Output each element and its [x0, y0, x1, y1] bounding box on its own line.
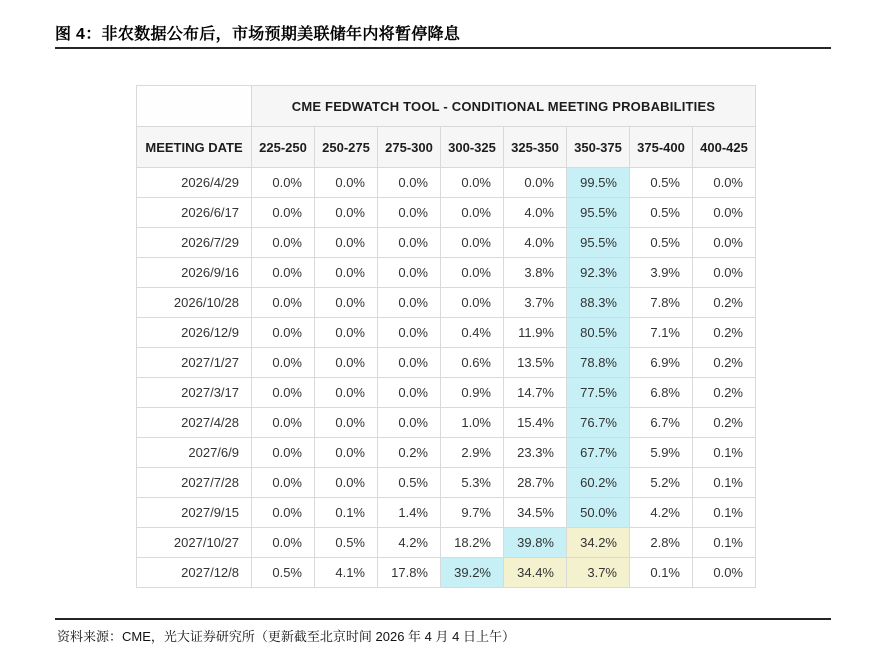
- probability-cell: 0.0%: [252, 498, 315, 528]
- table-row: [137, 498, 756, 528]
- probability-cell: 0.1%: [693, 468, 756, 498]
- probability-cell: 76.7%: [567, 408, 630, 438]
- probability-cell: 0.5%: [630, 168, 693, 198]
- meeting-date-cell: 2026/10/28: [137, 288, 252, 318]
- probability-cell: 0.0%: [378, 378, 441, 408]
- fedwatch-table-container: [136, 85, 756, 588]
- probability-cell: 0.1%: [630, 558, 693, 588]
- probability-cell: 0.0%: [378, 288, 441, 318]
- probability-cell: 88.3%: [567, 288, 630, 318]
- table-row: [137, 348, 756, 378]
- figure-title: 图 4：非农数据公布后，市场预期美联储年内将暂停降息: [55, 26, 461, 43]
- probability-cell: 0.0%: [378, 258, 441, 288]
- table-body: [137, 168, 756, 588]
- probability-cell: 0.0%: [693, 558, 756, 588]
- table-title-row: [137, 86, 756, 127]
- probability-cell: 0.0%: [441, 198, 504, 228]
- probability-cell: 0.5%: [630, 198, 693, 228]
- table-row: [137, 558, 756, 588]
- table-row: [137, 438, 756, 468]
- probability-cell: 7.1%: [630, 318, 693, 348]
- meeting-date-cell: 2027/7/28: [137, 468, 252, 498]
- meeting-date-cell: 2027/3/17: [137, 378, 252, 408]
- probability-cell: 9.7%: [441, 498, 504, 528]
- probability-cell: 0.2%: [693, 318, 756, 348]
- probability-cell: 7.8%: [630, 288, 693, 318]
- probability-cell: 0.5%: [315, 528, 378, 558]
- probability-cell: 3.9%: [630, 258, 693, 288]
- table-title: CME FEDWATCH TOOL - CONDITIONAL MEETING PROBABILITIES: [252, 86, 756, 127]
- table-row: [137, 168, 756, 198]
- probability-cell: 0.2%: [378, 438, 441, 468]
- meeting-date-cell: 2027/9/15: [137, 498, 252, 528]
- probability-cell: 0.0%: [315, 228, 378, 258]
- probability-cell: 0.0%: [693, 228, 756, 258]
- probability-cell: 0.5%: [252, 558, 315, 588]
- probability-cell: 0.5%: [378, 468, 441, 498]
- probability-cell: 0.0%: [315, 288, 378, 318]
- probability-cell: 2.8%: [630, 528, 693, 558]
- probability-cell: 0.0%: [315, 348, 378, 378]
- probability-cell: 3.7%: [504, 288, 567, 318]
- probability-cell: 11.9%: [504, 318, 567, 348]
- probability-cell: 6.7%: [630, 408, 693, 438]
- probability-cell: 0.5%: [630, 228, 693, 258]
- probability-cell: 67.7%: [567, 438, 630, 468]
- probability-cell: 0.0%: [315, 468, 378, 498]
- probability-cell: 5.9%: [630, 438, 693, 468]
- meeting-date-cell: 2027/6/9: [137, 438, 252, 468]
- probability-cell: 2.9%: [441, 438, 504, 468]
- table-header: [137, 86, 756, 168]
- probability-cell: 0.0%: [315, 198, 378, 228]
- probability-cell: 0.0%: [378, 318, 441, 348]
- table-row: [137, 288, 756, 318]
- probability-cell: 60.2%: [567, 468, 630, 498]
- meeting-date-cell: 2026/6/17: [137, 198, 252, 228]
- probability-cell: 0.0%: [252, 198, 315, 228]
- probability-cell: 4.2%: [630, 498, 693, 528]
- fedwatch-table: [136, 85, 756, 588]
- probability-cell: 3.8%: [504, 258, 567, 288]
- probability-cell: 0.0%: [315, 168, 378, 198]
- probability-cell: 0.0%: [252, 468, 315, 498]
- probability-cell: 0.0%: [378, 168, 441, 198]
- probability-cell: 0.0%: [315, 258, 378, 288]
- meeting-date-cell: 2027/4/28: [137, 408, 252, 438]
- probability-cell: 5.2%: [630, 468, 693, 498]
- probability-cell: 0.1%: [693, 498, 756, 528]
- probability-cell: 0.0%: [441, 258, 504, 288]
- probability-cell: 0.0%: [693, 258, 756, 288]
- table-row: [137, 528, 756, 558]
- meeting-date-cell: 2026/4/29: [137, 168, 252, 198]
- probability-cell: 0.0%: [693, 198, 756, 228]
- probability-cell: 0.2%: [693, 408, 756, 438]
- probability-cell: 1.0%: [441, 408, 504, 438]
- probability-cell: 0.0%: [441, 228, 504, 258]
- table-row: [137, 318, 756, 348]
- probability-cell: 1.4%: [378, 498, 441, 528]
- rate-range-header: 300-325: [441, 127, 504, 168]
- probability-cell: 50.0%: [567, 498, 630, 528]
- probability-cell: 0.0%: [252, 408, 315, 438]
- probability-cell: 0.0%: [252, 258, 315, 288]
- probability-cell: 3.7%: [567, 558, 630, 588]
- meeting-date-cell: 2027/1/27: [137, 348, 252, 378]
- probability-cell: 0.0%: [252, 378, 315, 408]
- probability-cell: 0.1%: [315, 498, 378, 528]
- probability-cell: 4.2%: [378, 528, 441, 558]
- rate-range-header: 325-350: [504, 127, 567, 168]
- probability-cell: 0.0%: [315, 378, 378, 408]
- probability-cell: 0.0%: [315, 438, 378, 468]
- title-divider: [55, 47, 831, 49]
- meeting-date-cell: 2026/7/29: [137, 228, 252, 258]
- probability-cell: 0.0%: [252, 318, 315, 348]
- probability-cell: 23.3%: [504, 438, 567, 468]
- meeting-date-cell: 2026/12/9: [137, 318, 252, 348]
- probability-cell: 0.6%: [441, 348, 504, 378]
- probability-cell: 0.2%: [693, 348, 756, 378]
- probability-cell: 95.5%: [567, 228, 630, 258]
- probability-cell: 0.0%: [693, 168, 756, 198]
- probability-cell: 0.0%: [378, 228, 441, 258]
- probability-cell: 0.0%: [504, 168, 567, 198]
- probability-cell: 0.0%: [378, 408, 441, 438]
- probability-cell: 14.7%: [504, 378, 567, 408]
- probability-cell: 34.2%: [567, 528, 630, 558]
- probability-cell: 18.2%: [441, 528, 504, 558]
- probability-cell: 0.0%: [252, 288, 315, 318]
- meeting-date-cell: 2027/12/8: [137, 558, 252, 588]
- probability-cell: 0.0%: [252, 348, 315, 378]
- table-row: [137, 408, 756, 438]
- probability-cell: 95.5%: [567, 198, 630, 228]
- probability-cell: 0.9%: [441, 378, 504, 408]
- probability-cell: 6.8%: [630, 378, 693, 408]
- probability-cell: 28.7%: [504, 468, 567, 498]
- meeting-date-header: MEETING DATE: [137, 127, 252, 168]
- probability-cell: 99.5%: [567, 168, 630, 198]
- probability-cell: 0.2%: [693, 288, 756, 318]
- rate-range-header: 275-300: [378, 127, 441, 168]
- probability-cell: 4.1%: [315, 558, 378, 588]
- probability-cell: 6.9%: [630, 348, 693, 378]
- meeting-date-cell: 2027/10/27: [137, 528, 252, 558]
- probability-cell: 34.4%: [504, 558, 567, 588]
- probability-cell: 0.0%: [252, 168, 315, 198]
- probability-cell: 0.0%: [252, 228, 315, 258]
- table-row: [137, 258, 756, 288]
- probability-cell: 0.2%: [693, 378, 756, 408]
- probability-cell: 0.0%: [252, 438, 315, 468]
- probability-cell: 0.1%: [693, 438, 756, 468]
- probability-cell: 34.5%: [504, 498, 567, 528]
- probability-cell: 0.0%: [378, 198, 441, 228]
- probability-cell: 4.0%: [504, 228, 567, 258]
- table-row: [137, 198, 756, 228]
- probability-cell: 39.8%: [504, 528, 567, 558]
- probability-cell: 0.1%: [693, 528, 756, 558]
- probability-cell: 0.0%: [252, 528, 315, 558]
- probability-cell: 13.5%: [504, 348, 567, 378]
- rate-range-header: 225-250: [252, 127, 315, 168]
- probability-cell: 5.3%: [441, 468, 504, 498]
- footer-divider: [55, 618, 831, 620]
- rate-range-header: 400-425: [693, 127, 756, 168]
- probability-cell: 78.8%: [567, 348, 630, 378]
- probability-cell: 0.0%: [441, 168, 504, 198]
- probability-cell: 17.8%: [378, 558, 441, 588]
- table-row: [137, 468, 756, 498]
- probability-cell: 15.4%: [504, 408, 567, 438]
- probability-cell: 92.3%: [567, 258, 630, 288]
- probability-cell: 80.5%: [567, 318, 630, 348]
- rate-range-header: 250-275: [315, 127, 378, 168]
- table-row: [137, 228, 756, 258]
- probability-cell: 0.0%: [315, 408, 378, 438]
- corner-cell: [137, 86, 252, 127]
- table-row: [137, 378, 756, 408]
- probability-cell: 77.5%: [567, 378, 630, 408]
- rate-range-header: 350-375: [567, 127, 630, 168]
- probability-cell: 0.0%: [441, 288, 504, 318]
- source-note: 资料来源：CME，光大证券研究所（更新截至北京时间 2026 年 4 月 4 日上午）: [57, 629, 515, 644]
- probability-cell: 39.2%: [441, 558, 504, 588]
- meeting-date-cell: 2026/9/16: [137, 258, 252, 288]
- column-header-row: [137, 127, 756, 168]
- probability-cell: 0.0%: [378, 348, 441, 378]
- probability-cell: 0.4%: [441, 318, 504, 348]
- probability-cell: 0.0%: [315, 318, 378, 348]
- rate-range-header: 375-400: [630, 127, 693, 168]
- probability-cell: 4.0%: [504, 198, 567, 228]
